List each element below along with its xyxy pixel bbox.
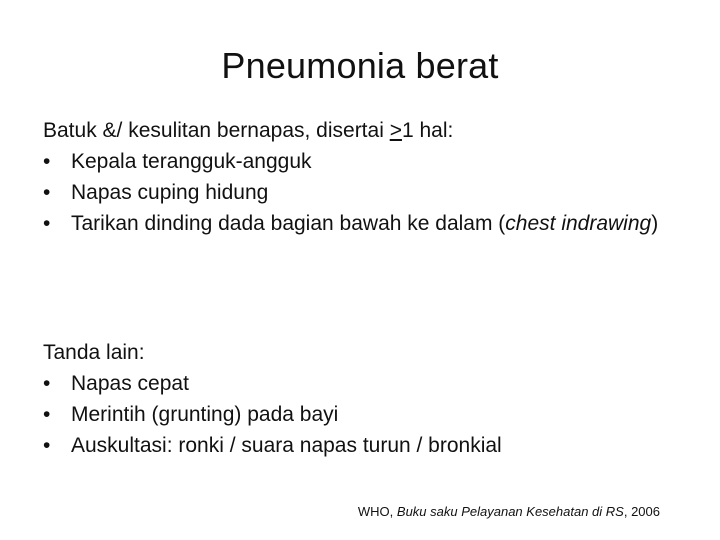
list-item [43, 177, 683, 208]
list-item-text: Auskultasi: ronki / suara napas turun / bronkial [71, 434, 502, 457]
other-signs-section [43, 337, 683, 461]
citation-separator: , [623, 504, 632, 519]
bullet-icon: • [43, 212, 51, 235]
item3-suffix: ) [651, 212, 659, 235]
item3-prefix: Tarikan dinding dada bagian bawah ke dalam ( [71, 212, 506, 235]
slide-title: Pneumonia berat [221, 45, 499, 86]
source-citation [358, 503, 660, 521]
main-criteria-section [43, 115, 683, 239]
criteria-list [43, 146, 683, 239]
list-item [43, 208, 683, 239]
citation-book-title: Buku saku Pelayanan Kesehatan di RS [396, 504, 624, 519]
list-item-text [71, 212, 658, 235]
list-item [43, 399, 683, 430]
citation-separator: , [389, 504, 397, 519]
list-item-text: Napas cuping hidung [71, 181, 269, 204]
lead-prefix: Batuk &/ kesulitan bernapas, disertai [43, 119, 390, 142]
bullet-icon: • [43, 434, 51, 457]
greater-equal-symbol: > [389, 119, 402, 142]
list-item-text: Napas cepat [71, 372, 189, 395]
citation-year: 2006 [631, 504, 660, 519]
list-item-text: Kepala terangguk-angguk [71, 150, 312, 173]
item3-italic-term: chest indrawing [505, 212, 652, 235]
bullet-icon: • [43, 403, 51, 426]
criteria-lead-text [43, 115, 683, 146]
list-item [43, 146, 683, 177]
lead-suffix: 1 hal: [401, 119, 454, 142]
other-signs-lead: Tanda lain: [43, 341, 145, 364]
list-item [43, 368, 683, 399]
other-signs-list [43, 368, 683, 461]
citation-org: WHO [357, 504, 390, 519]
bullet-icon: • [43, 372, 51, 395]
list-item-text: Merintih (grunting) pada bayi [71, 403, 339, 426]
list-item [43, 430, 683, 461]
bullet-icon: • [43, 150, 51, 173]
bullet-icon: • [43, 181, 51, 204]
